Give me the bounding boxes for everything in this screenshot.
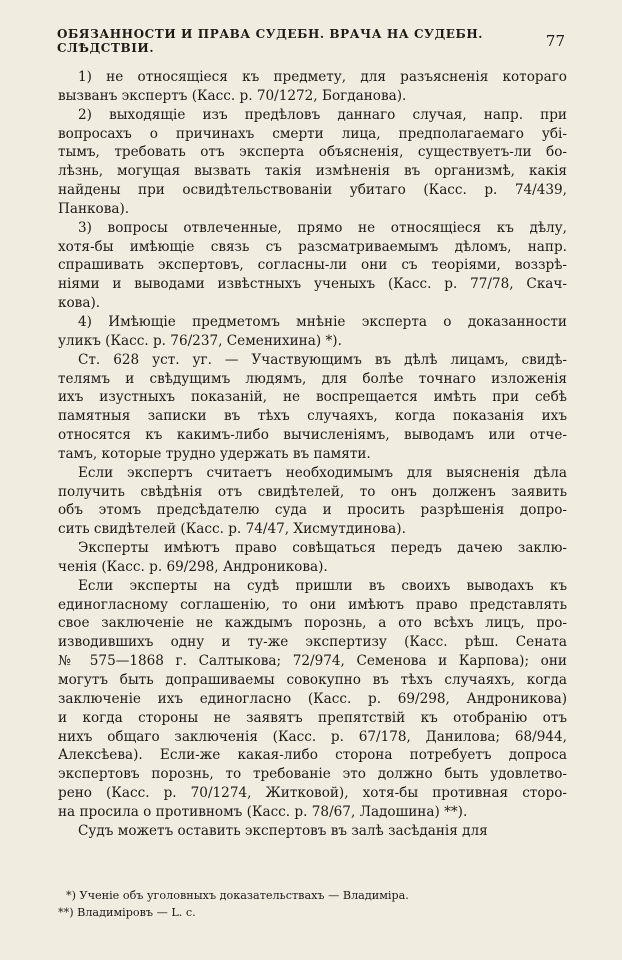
- paragraph: [58, 822, 567, 841]
- text-line: ченія (Касс. р. 69/298, Андроникова).: [58, 558, 328, 575]
- text-line: единогласному соглашенію, то они имѣютъ право представлять: [58, 596, 567, 613]
- text-line: и когда стороны не заявятъ препятствій къ отобранію отъ: [58, 709, 567, 726]
- text-line: вызванъ экспертъ (Касс. р. 70/1272, Богданова).: [58, 87, 407, 104]
- text-line: свое заключеніе не каждымъ порознь, а ото всѣхъ лицъ, про-: [58, 615, 567, 632]
- text-line: № 575—1868 г. Салтыкова; 72/974, Семенова и Карпова); они: [58, 653, 567, 670]
- text-line: 3) вопросы отвлеченные, прямо не относящіеся къ дѣлу,: [78, 219, 567, 236]
- text-line: сить свидѣтелей (Касс. р. 74/47, Хисмутдинова).: [58, 521, 406, 538]
- text-line: Если экспертъ считаетъ необходимымъ для выясненія дѣла: [78, 464, 567, 481]
- text-line: заключеніе ихъ единогласно (Касс. р. 69/298, Андроникова): [58, 690, 567, 707]
- body-text: [58, 68, 567, 841]
- text-line: объ этомъ предсѣдателю суда и просить разрѣшенія допро-: [58, 502, 567, 519]
- text-line: Если эксперты на судѣ пришли въ своихъ выводахъ къ: [78, 577, 567, 594]
- paragraph: [58, 464, 567, 539]
- text-line: могутъ быть допрашиваемы совокупно въ тѣхъ случаяхъ, когда: [58, 672, 567, 688]
- text-line: Алексѣева). Если-же какая-либо сторона потребуетъ допроса: [58, 747, 567, 764]
- page-number: 77: [545, 32, 565, 50]
- footnote: *) Ученіе объ уголовныхъ доказательствахъ — Владиміра.: [66, 889, 409, 902]
- paragraph: [58, 68, 567, 106]
- text-line: найдены при освидѣтельствованіи убитаго (Касс. р. 74/439,: [58, 182, 567, 199]
- text-line: Судъ можетъ оставить экспертовъ въ залѣ засѣданія для: [78, 822, 488, 839]
- text-line: ніями и выводами извѣстныхъ ученыхъ (Касс. р. 77/78, Скач-: [58, 276, 567, 293]
- text-line: Ст. 628 уст. уг. — Участвующимъ въ дѣлѣ лицамъ, свидѣ-: [78, 351, 567, 368]
- text-line: памятныя записки въ тѣхъ случаяхъ, когда показанія ихъ: [58, 408, 567, 425]
- text-line: хотя-бы имѣющіе связь съ разсматриваемымъ дѣломъ, напр.: [58, 238, 567, 255]
- text-line: тамъ, которые трудно удержать въ памяти.: [58, 445, 371, 462]
- footnote: **) Владиміровъ — L. c.: [58, 906, 196, 919]
- paragraph: [58, 351, 567, 464]
- text-line: ихъ изустныхъ показаній, не воспрещается имѣть при себѣ: [58, 389, 567, 406]
- text-line: получить свѣдѣнія отъ свидѣтелей, то онъ долженъ заявить: [58, 483, 567, 500]
- footnotes: [58, 887, 567, 921]
- text-line: изводившихъ одну и ту-же экспертизу (Касс. рѣш. Сената: [58, 634, 567, 651]
- text-line: кова).: [58, 295, 101, 312]
- text-line: 4) Имѣющіе предметомъ мнѣніе эксперта о доказанности: [78, 313, 567, 330]
- text-line: тымъ, требовать отъ эксперта объясненія, существуетъ-ли бо-: [58, 144, 567, 161]
- text-line: экспертовъ порознь, то требованіе это должно быть удовлетво-: [58, 766, 567, 783]
- text-line: 1) не относящіеся къ предмету, для разъясненія котораго: [78, 69, 567, 85]
- text-line: Панкова).: [58, 200, 130, 217]
- text-line: Эксперты имѣютъ право совѣщаться передъ дачею заклю-: [78, 540, 567, 557]
- text-line: нихъ общаго заключенія (Касс. р. 67/178, Данилова; 68/944,: [58, 728, 567, 745]
- text-line: на просила о противномъ (Касс. р. 78/67, Ладошина) **).: [58, 803, 468, 820]
- text-line: рено (Касс. р. 70/1274, Житковой), хотя-бы противная сторо-: [58, 785, 567, 802]
- running-head-title: ОБЯЗАННОСТИ И ПРАВА СУДЕБН. ВРАЧА НА СУДЕБН. СЛѢДСТВІИ.: [57, 27, 484, 55]
- paragraph: [58, 106, 567, 219]
- text-line: 2) выходящіе изъ предѣловъ даннаго случая, напр. при: [78, 106, 567, 123]
- paragraph: [58, 577, 567, 822]
- paragraph: [58, 219, 567, 313]
- text-line: лѣзнь, могущая вызвать такія измѣненія въ организмѣ, какія: [58, 163, 567, 180]
- text-line: уликъ (Касс. р. 76/237, Семенихина) *).: [58, 332, 342, 349]
- paragraph: [58, 313, 567, 351]
- text-line: спрашивать экспертовъ, согласны-ли они съ теоріями, воззрѣ-: [58, 257, 567, 274]
- running-head: [57, 27, 565, 55]
- text-line: относятся къ какимъ-либо вычисленіямъ, выводамъ или отче-: [58, 427, 567, 444]
- paragraph: [58, 539, 567, 577]
- text-line: телямъ и свѣдущимъ людямъ, для болѣе точнаго изложенія: [58, 370, 567, 387]
- text-line: вопросахъ о причинахъ смерти лица, предполагаемаго убі-: [58, 125, 567, 142]
